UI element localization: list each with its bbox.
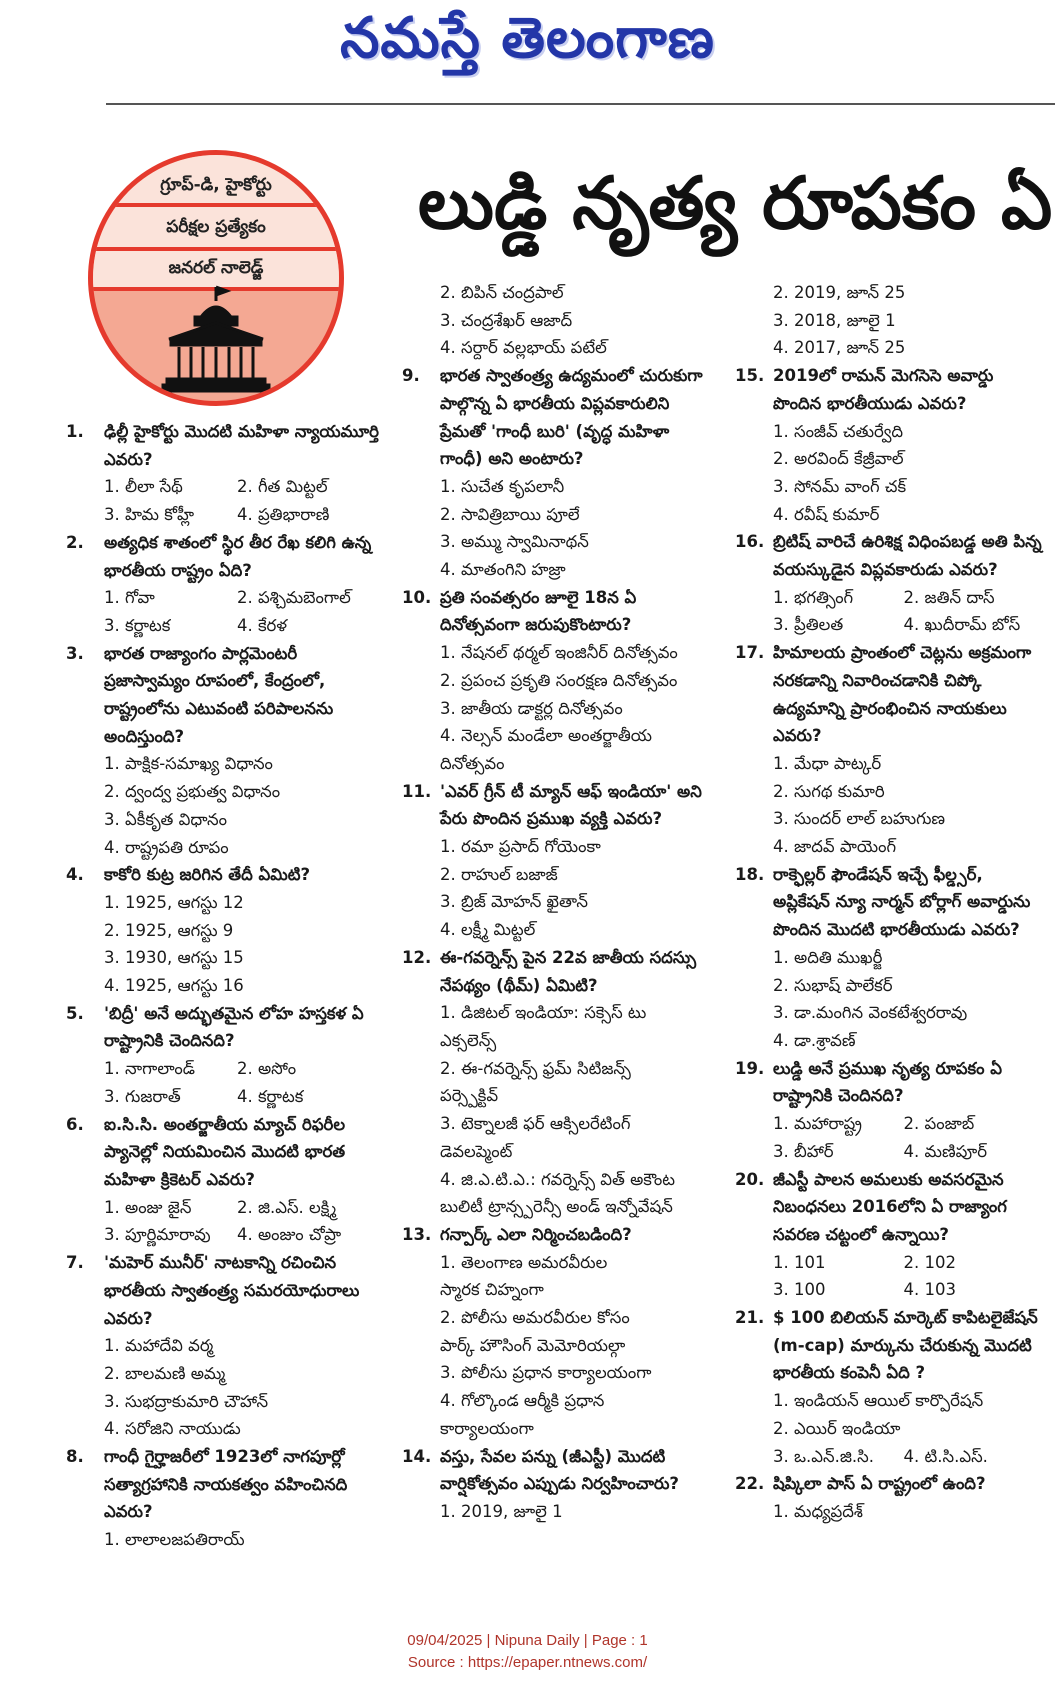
- option: 3. హిమ కోహ్లీ: [104, 505, 195, 525]
- question-number: 10.: [402, 587, 432, 607]
- option: 3. పూర్ణిమారావు: [104, 1225, 211, 1245]
- option: 4. జాదవ్ పాయెంగ్: [773, 837, 897, 857]
- question-text: రాక్ఫెల్లర్ ఫౌండేషన్ ఇచ్చే ఫీల్డ్సర్, అప్లికేషన్ న్యూ నార్మన్ బోర్లాగ్ అవార్డును పొందిన మొదటి భారతీయుడు ఎవరు?: [773, 864, 1031, 940]
- option: 3. బీహార్: [773, 1141, 834, 1161]
- option: 2. జి.ఎస్. లక్ష్మి: [236, 1197, 337, 1217]
- options-row: [66, 1083, 381, 1111]
- question-number: 18.: [735, 864, 765, 884]
- question-22: [735, 1470, 1045, 1498]
- option: 3. సోనమ్ వాంగ్ చక్: [773, 476, 907, 496]
- question-text: 'ఎవర్ గ్రీన్ టీ మ్యాన్ ఆఫ్ ఇండియా' అని పేరు పొందిన ప్రముఖ వ్యక్తి ఎవరు?: [440, 781, 702, 829]
- question-text: 'బిద్రీ' అనే అద్భుతమైన లోహ హస్తకళ ఏ రాష్ట్రానికి చెందినది?: [104, 1003, 364, 1051]
- question-text: జీఎస్టీ పాలన అమలుకు అవసరమైన నిబంధనలు 2016లోని ఏ రాజ్యాంగ సవరణ చట్టంలో ఉన్నాయి?: [773, 1169, 1007, 1244]
- question-21: [735, 1304, 1045, 1387]
- option: 4. ఖుదీరామ్ బోస్: [903, 615, 1021, 635]
- footer-date-line: 09/04/2025 | Nipuna Daily | Page : 1: [407, 1632, 648, 1649]
- option: 1. 2019, జూలై 1: [440, 1501, 563, 1521]
- option-continued: కార్యాలయంగా: [440, 1418, 534, 1438]
- question-text: 'మహెర్ మునీర్' నాటకాన్ని రచించిన భారతీయ స్వాతంత్ర్య సమరయోధురాలు ఎవరు?: [104, 1253, 360, 1328]
- option: 1. మహారాష్ట్ర: [773, 1114, 862, 1134]
- option: 4. అంజుం చోప్రా: [236, 1225, 342, 1245]
- badge-line-1: గ్రూప్-డి, హైకోర్టు: [93, 155, 339, 203]
- question-text: $ 100 బిలియన్ మార్కెట్ కాపిటలైజేషన్ (m-cap) మార్కును చేరుకున్న మొదటి భారతీయ కంపెనీ ఏది ?: [773, 1308, 1038, 1383]
- option-continued: పర్స్పెక్టివ్: [440, 1086, 499, 1106]
- question-number: 3.: [66, 643, 84, 663]
- option: 3. ఒ.ఎన్.జి.సి.: [773, 1446, 874, 1466]
- options-row: [66, 584, 381, 612]
- question-18: [735, 861, 1045, 944]
- option: 1. ఇండియన్ ఆయిల్ కార్పొరేషన్: [773, 1391, 984, 1411]
- question-number: 8.: [66, 1447, 84, 1467]
- option: 2. పంజాబ్: [903, 1114, 975, 1134]
- question-text: ప్రతి సంవత్సరం జూలై 18న ఏ దినోత్సవంగా జరుపుకొంటారు?: [440, 587, 637, 635]
- option: 3. టెక్నాలజీ ఫర్ ఆక్సిలరేటింగ్: [440, 1114, 631, 1134]
- question-20: [735, 1166, 1045, 1249]
- option: 1. భగత్సింగ్: [773, 587, 854, 607]
- option: 3. చంద్రశేఖర్ ఆజాద్: [440, 310, 573, 330]
- question-text: 2019లో రామన్ మెగసెసె అవార్డు పొందిన భారతీయుడు ఎవరు?: [773, 366, 994, 413]
- question-number: 11.: [402, 781, 432, 801]
- question-number: 4.: [66, 865, 84, 885]
- options-row: [66, 1221, 381, 1249]
- question-text: షిప్కిలా పాస్ ఏ రాష్ట్రంలో ఉంది?: [773, 1474, 986, 1494]
- option: 4. మాతంగిని హజ్రా: [440, 560, 566, 580]
- badge-line-3: జనరల్ నాలెడ్జ్: [93, 251, 339, 287]
- option: 2. సుగథ కుమారి: [773, 781, 885, 801]
- option: 1. లాలాలజపతిరాయ్: [104, 1530, 245, 1550]
- question-text: బ్రిటిష్ వారిచే ఉరిశిక్ష విధింపబడ్డ అతి పిన్న వయస్కుడైన విప్లవకారుడు ఎవరు?: [773, 532, 1042, 580]
- option: 2. పశ్చిమబెంగాల్: [236, 588, 351, 608]
- option-continued: బులిటీ ట్రాన్స్పరెన్సీ అండ్ ఇన్నోవేషన్: [440, 1197, 673, 1217]
- question-12: [402, 944, 714, 999]
- question-17: [735, 639, 1045, 750]
- masthead: [0, 6, 1055, 85]
- option: 4. నెల్సన్ మండేలా అంతర్జాతీయ: [440, 726, 653, 746]
- question-16: [735, 528, 1045, 583]
- options-row: [66, 612, 381, 640]
- option: 2. బిపిన్ చంద్రపాల్: [440, 283, 564, 302]
- question-1: [66, 418, 381, 473]
- option: 2. సుభాష్ పాలేకర్: [773, 975, 893, 995]
- option: 3. బ్రిజ్ మోహన్ ఖైతాన్: [440, 892, 589, 912]
- option-continued: దినోత్సవం: [440, 753, 505, 773]
- option: 1. మధ్యప్రదేశ్: [773, 1501, 863, 1521]
- question-text: భారత రాజ్యాంగం పార్లమెంటరీ ప్రజాస్వామ్యం రూపంలో, కేంద్రంలో, రాష్ట్రంలోను ఎటువంటి పరిపాలనను అందిస్తుంది?: [104, 643, 334, 746]
- options-row: [735, 1249, 1045, 1277]
- option: 4. జి.ఎ.టి.ఎ.: గవర్నెన్స్ విత్ అకౌంట: [440, 1169, 675, 1189]
- option: 2. 2019, జూన్ 25: [773, 283, 906, 302]
- question-number: 1.: [66, 422, 84, 441]
- option: 4. కర్ణాటక: [236, 1086, 304, 1106]
- question-text: లుడ్డి అనే ప్రముఖ నృత్య రూపకం ఏ రాష్ట్రానికి చెందినది?: [773, 1058, 1002, 1106]
- option: 1. నాగాలాండ్: [104, 1059, 195, 1079]
- question-14: [402, 1443, 714, 1498]
- option: 2. ద్వంద్వ ప్రభుత్వ విధానం: [104, 782, 281, 802]
- option: 1. 1925, ఆగస్టు 12: [104, 892, 244, 912]
- question-number: 7.: [66, 1253, 84, 1273]
- options-row: [735, 584, 1045, 612]
- option: 1. నేషనల్ థర్మల్ ఇంజినీర్ దినోత్సవం: [440, 643, 678, 663]
- option: 1. అదితి ముఖర్జీ: [773, 947, 883, 967]
- question-5: [66, 1000, 381, 1055]
- question-text: భారత స్వాతంత్ర్య ఉద్యమంలో చురుకుగా పాల్గొన్న ఏ భారతీయ విప్లవకారులిని ప్రేమతో 'గాంధీ బురి' (వృద్ధ మహిళా గాంధీ) అని అంటారు?: [440, 366, 703, 469]
- option: 2. అరవింద్ కేజ్రీవాల్: [773, 449, 904, 469]
- option: 4. 1925, ఆగస్టు 16: [104, 976, 244, 996]
- option: 2. రాహుల్ బజాజ్: [440, 864, 558, 884]
- question-number: 22.: [735, 1474, 765, 1494]
- option: 2. గీత మిట్టల్: [236, 477, 328, 497]
- option: 4. డా.శ్రావణ్: [773, 1030, 856, 1050]
- question-7: [66, 1249, 381, 1332]
- option: 3. జాతీయ డాక్టర్ల దినోత్సవం: [440, 698, 623, 718]
- question-9: [402, 362, 714, 473]
- option: 3. డా.మంగిన వెంకటేశ్వరరావు: [773, 1003, 968, 1023]
- option: 4. ప్రతిభారాణి: [236, 505, 330, 525]
- option: 1. మేధా పాట్కర్: [773, 753, 882, 773]
- option: 2. బాలమణి అమ్మ: [104, 1363, 226, 1383]
- option: 1. సంజీవ్ చతుర్వేది: [773, 421, 904, 441]
- parliament-building-icon: [161, 285, 271, 395]
- question-number: 16.: [735, 532, 765, 552]
- options-row: [735, 1110, 1045, 1138]
- question-text: కాకోరి కుట్ర జరిగిన తేదీ ఏమిటి?: [104, 865, 311, 885]
- question-number: 20.: [735, 1169, 765, 1189]
- option: 1. రమా ప్రసాద్ గోయెంకా: [440, 837, 601, 857]
- option: 3. పోలీసు ప్రధాన కార్యాలయంగా: [440, 1363, 652, 1383]
- footer-source-link[interactable]: Source : https://epaper.ntnews.com/: [407, 1654, 648, 1671]
- question-text: ఈ-గవర్నెన్స్ పైన 22వ జాతీయ సదస్సు నేపథ్యం (థీమ్) ఏమిటి?: [440, 947, 697, 995]
- options-row: [66, 1055, 381, 1083]
- column-2: [402, 279, 714, 1526]
- option: 1. గోవా: [104, 588, 155, 608]
- option: 2. ఎయిర్ ఇండియా: [773, 1418, 901, 1438]
- question-number: 15.: [735, 366, 765, 386]
- option: 3. సుందర్ లాల్ బహుగుణ: [773, 809, 946, 829]
- question-6: [66, 1111, 381, 1194]
- question-number: 12.: [402, 947, 432, 967]
- question-3: [66, 640, 381, 751]
- question-number: 5.: [66, 1003, 84, 1023]
- option: 3. 2018, జూలై 1: [773, 310, 896, 330]
- option: 2. అసోం: [236, 1059, 297, 1079]
- option: 2. సావిత్రిబాయి పూలే: [440, 504, 580, 524]
- option: 1. అంజు జైన్: [104, 1197, 192, 1217]
- option: 2. 102: [903, 1252, 957, 1272]
- question-13: [402, 1221, 714, 1249]
- options-row: [735, 1276, 1045, 1304]
- option: 3. కర్ణాటక: [104, 615, 171, 635]
- question-text: గాంధీ గైర్హాజరీలో 1923లో నాగపూర్లో సత్యాగ్రహానికి నాయకత్వం వహించినది ఎవరు?: [104, 1447, 348, 1522]
- option: 1. మహాదేవి వర్మ: [104, 1336, 214, 1356]
- question-text: వస్తు, సేవల పన్ను (జీఎస్టీ) మొదటి వార్షికోత్సవం ఎప్పుడు నిర్వహించారు?: [440, 1446, 679, 1494]
- options-row: [66, 1194, 381, 1222]
- option: 3. ఏకీకృత విధానం: [104, 809, 227, 829]
- option: 2. జతిన్ దాస్: [903, 587, 995, 607]
- option: 2. 1925, ఆగస్టు 9: [104, 920, 234, 940]
- option-continued: పార్క్ హౌసింగ్ మెమోరియల్గా: [440, 1335, 626, 1355]
- question-number: 6.: [66, 1114, 84, 1134]
- option: 1. 101: [773, 1252, 826, 1272]
- question-number: 2.: [66, 532, 84, 552]
- question-8: [66, 1443, 381, 1526]
- option: 4. రాష్ట్రపతి రూపం: [104, 837, 229, 857]
- option: 3. 100: [773, 1280, 826, 1300]
- question-2: [66, 529, 381, 584]
- option: 4. మణిపూర్: [903, 1141, 988, 1161]
- option: 4. 2017, జూన్ 25: [773, 338, 906, 358]
- options-row: [66, 501, 381, 529]
- badge-line-2: పరీక్షల ప్రత్యేకం: [93, 207, 339, 247]
- question-number: 17.: [735, 643, 765, 663]
- section-badge: [88, 150, 344, 406]
- header-rule: [106, 103, 1055, 105]
- question-number: 21.: [735, 1308, 765, 1328]
- masthead-title: నమస్తే తెలంగాణ: [340, 6, 715, 71]
- option: 3. సుభద్రాకుమారి చౌహాన్: [104, 1391, 269, 1411]
- option: 1. లీలా సేథ్: [104, 477, 183, 497]
- options-row: [66, 473, 381, 501]
- option: 1. డిజిటల్ ఇండియా: సక్సెస్ టు: [440, 1003, 647, 1023]
- option: 3. ప్రీతిలత: [773, 615, 844, 635]
- question-19: [735, 1055, 1045, 1110]
- question-10: [402, 584, 714, 639]
- question-4: [66, 861, 381, 889]
- option: 2. ఈ-గవర్నెన్స్ ఫ్రమ్ సిటిజన్స్: [440, 1058, 631, 1078]
- question-text: ఐ.సి.సి. అంతర్జాతీయ మ్యాచ్ రిఫరీల ప్యానెల్లో నియమించిన మొదటి భారత మహిళా క్రికెటర్ ఎవరు?: [104, 1114, 346, 1189]
- question-11: [402, 778, 714, 833]
- option: 4. 103: [903, 1280, 957, 1300]
- question-number: 14.: [402, 1446, 432, 1466]
- option-continued: స్మారక చిహ్నంగా: [440, 1280, 544, 1300]
- column-1: [66, 418, 381, 1554]
- question-text: ఢిల్లీ హైకోర్టు మొదటి మహిళా న్యాయమూర్తి ఎవరు?: [104, 422, 379, 469]
- option: 1. పాక్షిక-సమాఖ్య విధానం: [104, 754, 273, 774]
- question-number: 9.: [402, 366, 420, 386]
- option: 4. సర్దార్ వల్లభాయ్ పటేల్: [440, 338, 607, 358]
- option: 1. తెలంగాణ అమరవీరుల: [440, 1252, 608, 1272]
- option: 4. టి.సి.ఎస్.: [903, 1446, 988, 1466]
- column-3: [735, 279, 1045, 1526]
- option: 2. పోలీసు అమరవీరుల కోసం: [440, 1308, 630, 1328]
- option: 3. 1930, ఆగస్టు 15: [104, 948, 244, 968]
- option-continued: ఎక్సలెన్స్: [440, 1030, 497, 1050]
- question-number: 19.: [735, 1058, 765, 1078]
- options-row: [735, 1443, 1045, 1471]
- option: 4. రవీష్ కుమార్: [773, 504, 880, 524]
- option: 4. కేరళ: [236, 615, 287, 635]
- question-text: గన్పార్క్ ఎలా నిర్మించబడింది?: [440, 1224, 632, 1244]
- option: 3. అమ్ము స్వామినాథన్: [440, 532, 589, 552]
- headline: లుడ్డి నృత్య రూపకం ఏ: [418, 161, 1053, 245]
- question-text: అత్యధిక శాతంలో స్థిర తీర రేఖ కలిగి ఉన్న భారతీయ రాష్ట్రం ఏది?: [104, 532, 372, 580]
- question-15: [735, 362, 1045, 417]
- option-continued: డెవలప్మెంట్: [440, 1141, 513, 1161]
- options-row: [735, 1138, 1045, 1166]
- option: 4. లక్ష్మీ మిట్టల్: [440, 920, 536, 940]
- option: 3. గుజరాత్: [104, 1086, 181, 1106]
- options-row: [735, 611, 1045, 639]
- question-text: హిమాలయ ప్రాంతంలో చెట్లను అక్రమంగా నరకడాన్ని నివారించడానికి చిప్కో ఉద్యమాన్ని ప్రారంభించిన నాయకులు ఎవరు?: [773, 643, 1032, 746]
- question-number: 13.: [402, 1224, 432, 1244]
- option: 1. సుచేత కృపలానీ: [440, 476, 565, 496]
- option: 2. ప్రపంచ ప్రకృతి సంరక్షణ దినోత్సవం: [440, 670, 678, 690]
- option: 4. గోల్కొండ ఆర్మీకి ప్రధాన: [440, 1391, 605, 1411]
- option: 4. సరోజిని నాయుడు: [104, 1419, 241, 1439]
